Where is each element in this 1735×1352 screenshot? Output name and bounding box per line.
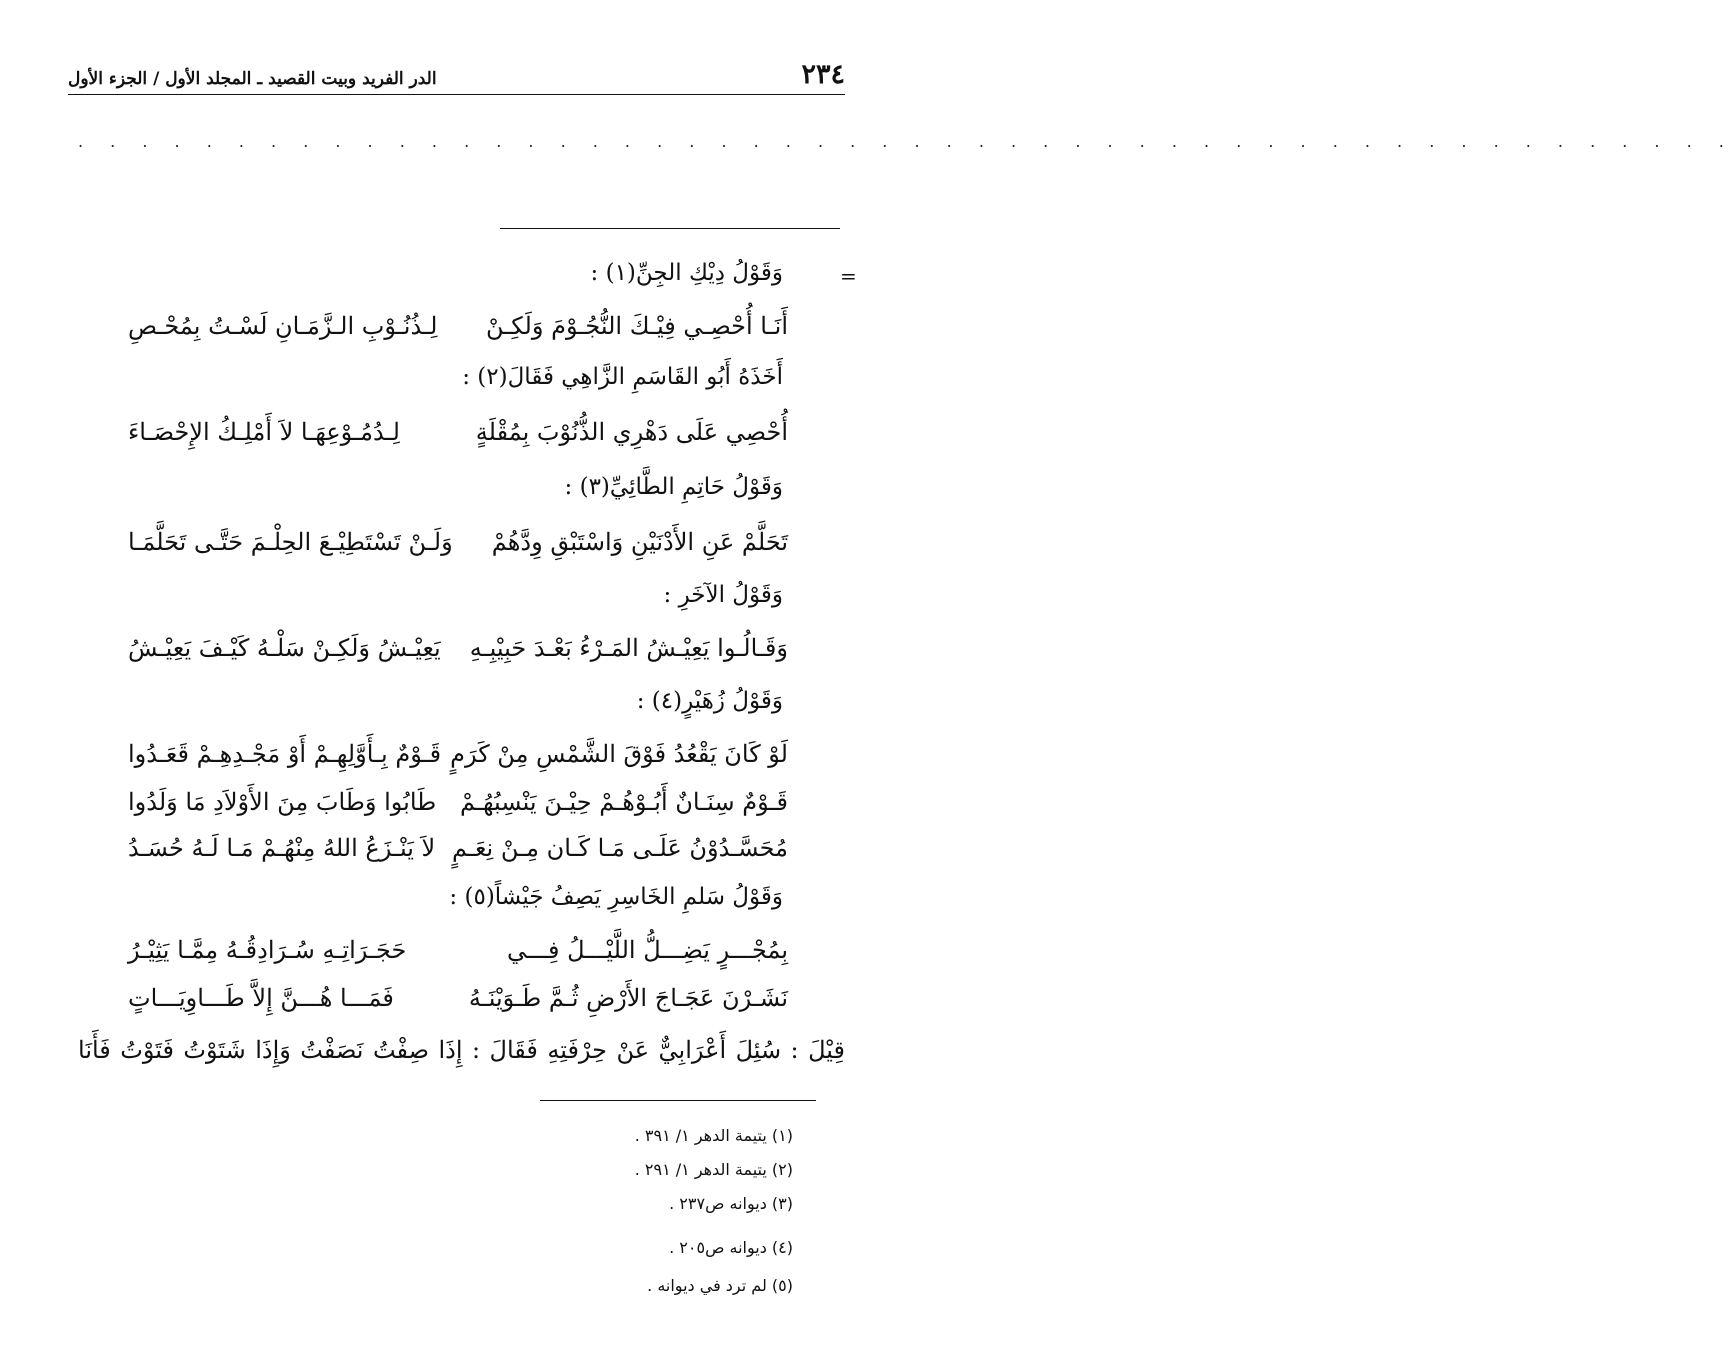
verse-second-hemistich: لِـدُمُـوْعِهَـا لاَ أَمْلِـكُ الإِحْصَـاءَ bbox=[128, 418, 400, 446]
verse-second-hemistich: يَعِيْـشُ وَلَكِـنْ سَلْـهُ كَيْـفَ يَعِيْـشُ bbox=[128, 634, 441, 662]
prose-paragraph: قِيْلَ : سُئِلَ أَعْرَابِيٌّ عَنْ حِرْفَتِهِ فَقَالَ : إِذَا صِفْتُ نَصَفْتُ وَإِذَا شَتَوْتُ فَتَوْتُ فَأَنَا bbox=[78, 1036, 845, 1064]
running-title: الدر الفريد وبيت القصيد ـ المجلد الأول / الجزء الأول bbox=[68, 69, 437, 89]
verse-first-hemistich: أُحْصِي عَلَى دَهْرِي الذُّنُوْبَ بِمُقْلَةٍ bbox=[475, 418, 788, 446]
verse-second-hemistich: وَلَـنْ تَسْتَطِيْـعَ الحِلْـمَ حَتَّـى تَحَلَّمَـا bbox=[128, 528, 453, 556]
verse-second-hemistich: فَمَـــا هُـــنَّ إِلاَّ طَـــاوِيَـــاتٍ bbox=[128, 984, 394, 1012]
verse-first-hemistich: قَـوْمٌ سِنَـانٌ أَبُـوْهُـمْ حِيْـنَ يَنْسِبُهُـمْ bbox=[459, 788, 788, 816]
footnote: (٣) ديوانه ص٢٣٧ . bbox=[669, 1194, 793, 1213]
verse-first-hemistich: لَوْ كَانَ يَقْعُدُ فَوْقَ الشَّمْسِ مِنْ كَرَمٍ bbox=[450, 740, 788, 768]
verse-second-hemistich: لِـذُنُـوْبِ الـزَّمَـانِ لَسْـتُ بِمُحْـصِ bbox=[128, 312, 438, 340]
footnote: (٥) لم ترد في ديوانه . bbox=[647, 1276, 793, 1295]
verse-first-hemistich: وَقَـالُـوا يَعِيْـشُ المَـرْءُ بَعْـدَ حَبِيْبِـهِ bbox=[469, 634, 788, 662]
verse-first-hemistich: أَنَـا أُحْصِـي فِيْـكَ النُّجُـوْمَ وَلَكِـنْ bbox=[486, 312, 788, 340]
continuation-mark: = bbox=[840, 264, 857, 288]
verse-intro: وَقَوْلُ دِيْكِ الجِنِّ(١) : bbox=[590, 260, 783, 286]
verse-intro: أَخَذَهُ أَبُو القَاسَمِ الزَّاهِي فَقَالَ(٢) : bbox=[462, 364, 783, 390]
verse-second-hemistich: حَجَـرَاتِـهِ سُـرَادِقُـهُ مِمَّـا يَثِيْـرُ bbox=[128, 936, 407, 964]
verse-first-hemistich: تَحَلَّمْ عَنِ الأَدْنَيْنِ وَاسْتَبْقِ وِدَّهُمْ bbox=[491, 528, 788, 556]
verse-intro: وَقَوْلُ زُهَيْرٍ(٤) : bbox=[636, 688, 783, 714]
dotted-separator: . . . . . . . . . . . . . . . . . . . . . . . . . . . . . . . . . . . . . . . . . . . . . . . . . . . . bbox=[78, 132, 1735, 151]
verse-intro: وَقَوْلُ الآخَرِ : bbox=[663, 582, 783, 608]
footnote: (١) يتيمة الدهر ١/ ٣٩١ . bbox=[634, 1126, 793, 1145]
verse-second-hemistich: قَـوْمٌ بِـأَوَّلِهِـمْ أَوْ مَجْـدِهِـمْ قَعَـدُوا bbox=[128, 740, 442, 768]
verse-first-hemistich: بِمُجْـــرٍ يَضِـــلُّ اللَّيْـــلُ فِـــي bbox=[506, 936, 788, 964]
verse-second-hemistich: طَابُوا وَطَابَ مِنَ الأَوْلاَدِ مَا وَلَدُوا bbox=[128, 788, 437, 816]
verse-first-hemistich: نَشَـرْنَ عَجَـاجَ الأَرْضِ ثُـمَّ طَـوَيْنَـهُ bbox=[468, 984, 788, 1012]
verse-intro: وَقَوْلُ سَلمِ الخَاسِرِ يَصِفُ جَيْشاً(٥) : bbox=[449, 884, 783, 910]
footnote: (٢) يتيمة الدهر ١/ ٢٩١ . bbox=[634, 1160, 793, 1179]
verse-intro: وَقَوْلُ حَاتِمِ الطَّائِيِّ(٣) : bbox=[564, 474, 783, 500]
page-number: ٢٣٤ bbox=[801, 59, 845, 90]
footnote-rule bbox=[540, 1100, 816, 1101]
footnote: (٤) ديوانه ص٢٠٥ . bbox=[669, 1238, 793, 1257]
verse-second-hemistich: لاَ يَنْـزَعُ اللهُ مِنْهُـمْ مَـا لَـهُ حُسَـدُ bbox=[128, 834, 436, 862]
verse-first-hemistich: مُحَسَّـدُوْنُ عَلَـى مَـا كَـان مِـنْ نِعَـمٍ bbox=[451, 834, 788, 862]
